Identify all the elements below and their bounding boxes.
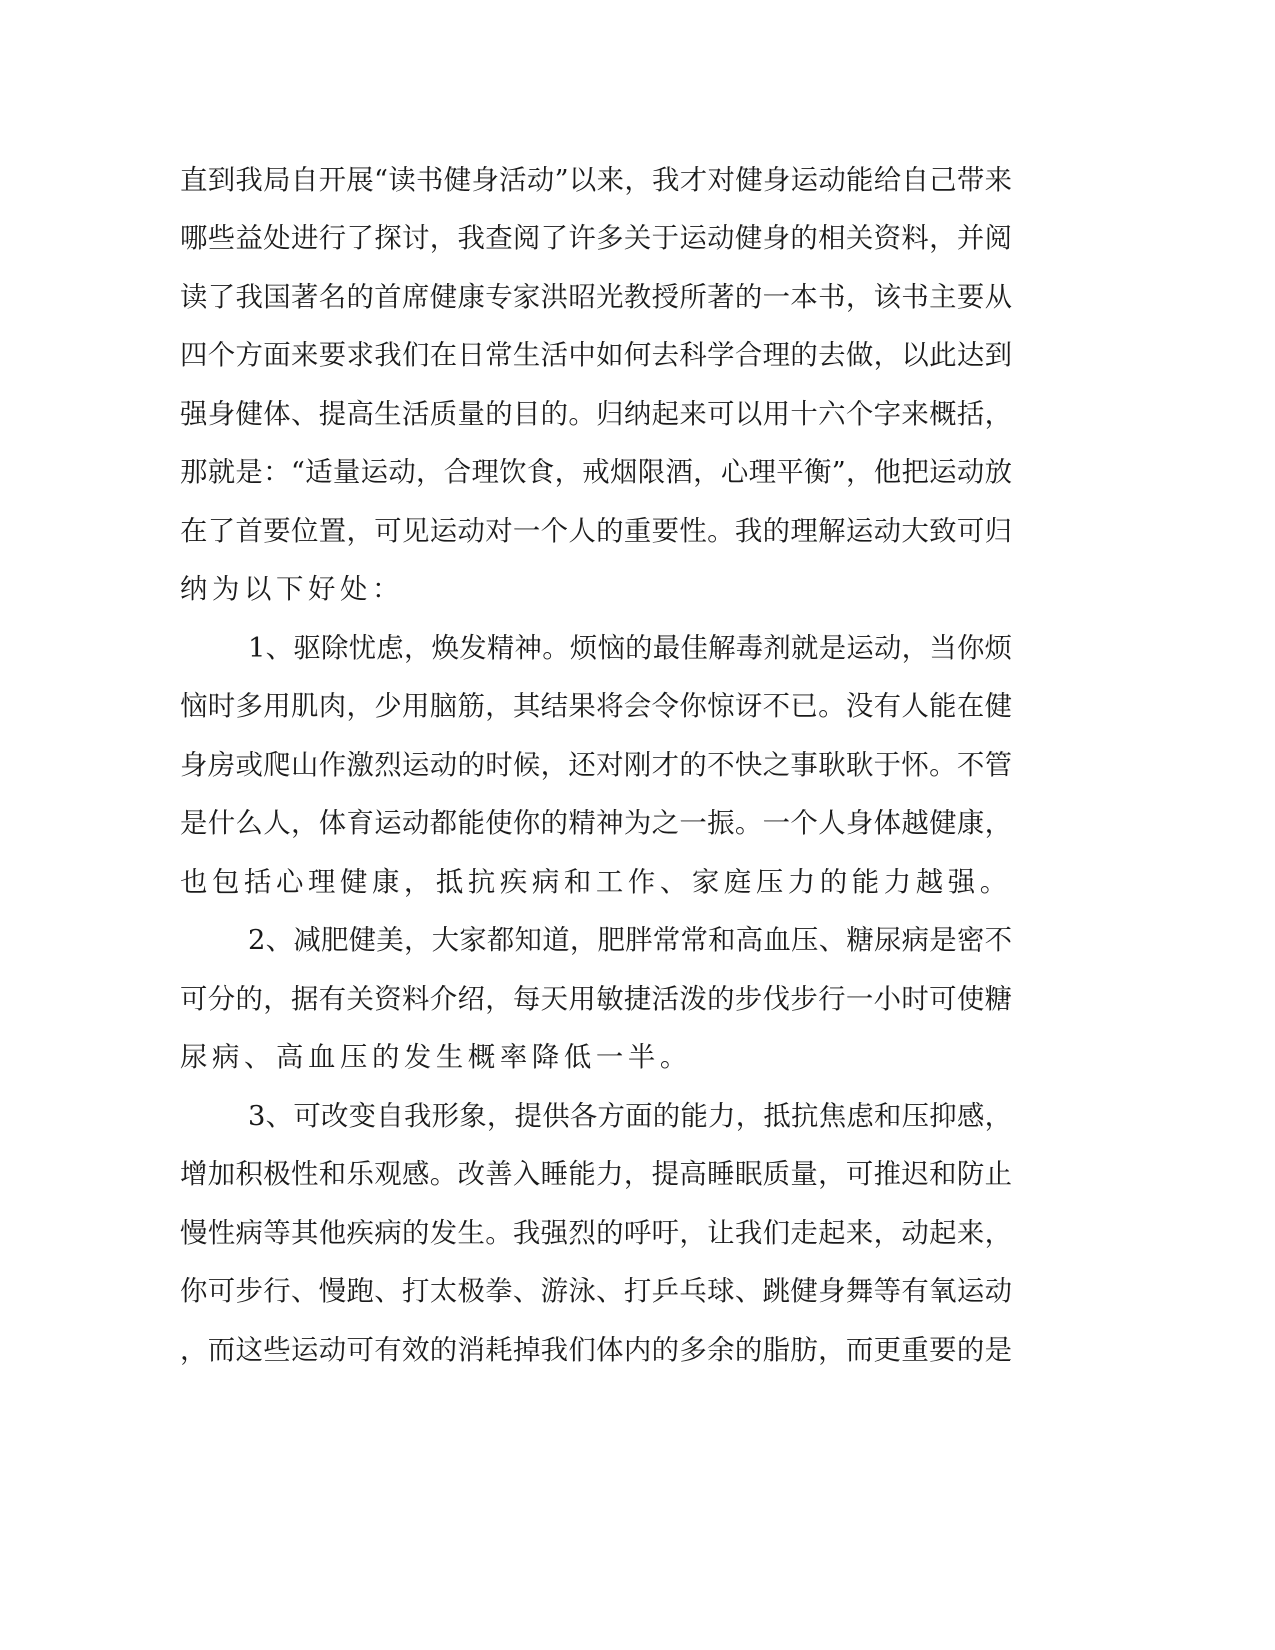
- text-line: 3、可改变自我形象，提供各方面的能力，抵抗焦虑和压抑感，: [248, 1101, 1012, 1132]
- text-line: 尿病、高血压的发生概率降低一半。: [180, 1042, 692, 1073]
- text-line: 纳为以下好处：: [180, 574, 404, 605]
- text-line: 你可步行、慢跑、打太极拳、游泳、打乒乓球、跳健身舞等有氧运动: [180, 1276, 1012, 1307]
- text-line: 可分的，据有关资料介绍，每天用敏捷活泼的步伐步行一小时可使糖: [180, 984, 1012, 1015]
- text-line: 身房或爬山作激烈运动的时候，还对刚才的不快之事耿耿于怀。不管: [180, 750, 1012, 781]
- text-line: 直到我局自开展“读书健身活动”以来，我才对健身运动能给自己带来: [180, 165, 1012, 196]
- text-line: ，而这些运动可有效的消耗掉我们体内的多余的脂肪，而更重要的是: [180, 1335, 1012, 1366]
- text-line: 增加积极性和乐观感。改善入睡能力，提高睡眠质量，可推迟和防止: [180, 1159, 1012, 1190]
- text-line: 1、驱除忧虑，焕发精神。烦恼的最佳解毒剂就是运动，当你烦: [248, 633, 1012, 664]
- text-line: 也包括心理健康，抵抗疾病和工作、家庭压力的能力越强。: [180, 867, 1012, 898]
- text-line: 恼时多用肌肉，少用脑筋，其结果将会令你惊讶不已。没有人能在健: [180, 691, 1012, 722]
- text-line: 是什么人，体育运动都能使你的精神为之一振。一个人身体越健康，: [180, 808, 1012, 839]
- text-line: 2、减肥健美，大家都知道，肥胖常常和高血压、糖尿病是密不: [248, 925, 1012, 956]
- text-line: 强身健体、提高生活质量的目的。归纳起来可以用十六个字来概括，: [180, 399, 1012, 430]
- text-line: 四个方面来要求我们在日常生活中如何去科学合理的去做，以此达到: [180, 340, 1012, 371]
- text-line: 在了首要位置，可见运动对一个人的重要性。我的理解运动大致可归: [180, 516, 1012, 547]
- text-line: 哪些益处进行了探讨，我查阅了许多关于运动健身的相关资料，并阅: [180, 223, 1012, 254]
- text-line: 那就是：“适量运动，合理饮食，戒烟限酒，心理平衡”，他把运动放: [180, 457, 1012, 488]
- text-line: 读了我国著名的首席健康专家洪昭光教授所著的一本书，该书主要从: [180, 282, 1012, 313]
- text-line: 慢性病等其他疾病的发生。我强烈的呼吁，让我们走起来，动起来，: [180, 1218, 1012, 1249]
